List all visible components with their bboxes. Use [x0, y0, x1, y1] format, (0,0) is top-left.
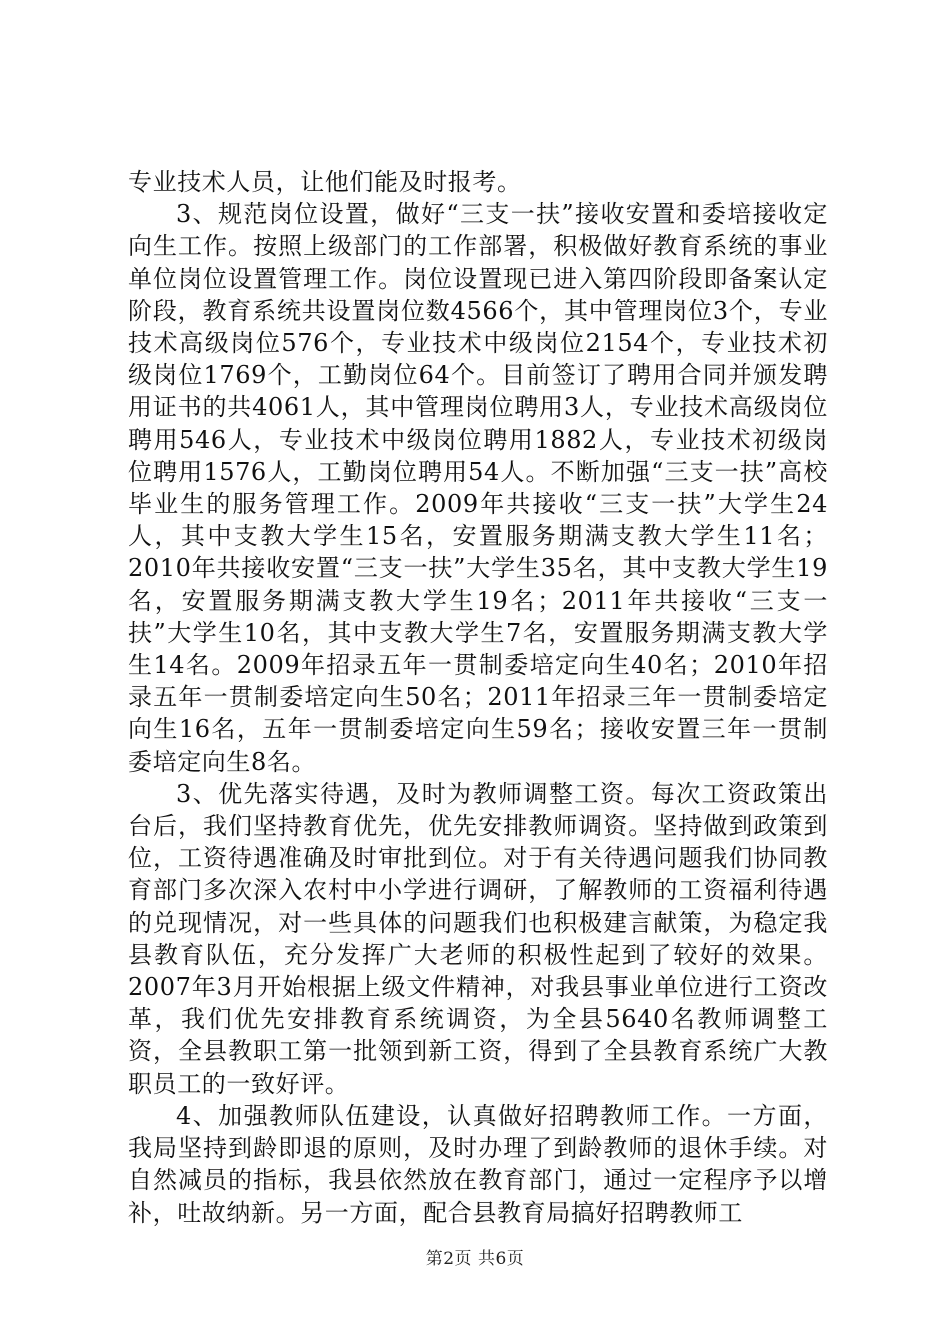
document-body [128, 166, 828, 1229]
paragraph-continuation: 专业技术人员，让他们能及时报考。 [128, 168, 522, 196]
paragraph-section-3-positions: 3、规范岗位设置，做好“三支一扶”接收安置和委培接收定向生工作。按照上级部门的工作部署，积极做好教育系统的事业单位岗位设置管理工作。岗位设置现已进入第四阶段即备案认定阶段，教育系统共设置岗位数4566个，其中管理岗位3个，专业技术高级岗位576个，专业技术中级岗位2154个，专业技术初级岗位1769个，工勤岗位64个。目前签订了聘用合同并颁发聘用证书的共4061人，其中管理岗位聘用3人，专业技术高级岗位聘用546人，专业技术中级岗位聘用1882人，专业技术初级岗位聘用1576人，工勤岗位聘用54人。不断加强“三支一扶”高校毕业生的服务管理工作。2009年共接收“三支一扶”大学生24人，其中支教大学生15名，安置服务期满支教大学生11名；2010年共接收安置“三支一扶”大学生35名，其中支教大学生19名，安置服务期满支教大学生19名；2011年共接收“三支一扶”大学生10名，其中支教大学生7名，安置服务期满支教大学生14名。2009年招录五年一贯制委培定向生40名；2010年招录五年一贯制委培定向生50名；2011年招录三年一贯制委培定向生16名，五年一贯制委培定向生59名；接收安置三年一贯制委培定向生8名。 [128, 200, 828, 776]
page-number-footer: 第2页 共6页 [425, 1249, 525, 1269]
paragraph-section-4-teachers: 4、加强教师队伍建设，认真做好招聘教师工作。一方面，我局坚持到龄即退的原则，及时办理了到龄教师的退休手续。对自然减员的指标，我县依然放在教育部门，通过一定程序予以增补，吐故纳新。另一方面，配合县教育局搞好招聘教师工 [128, 1101, 828, 1227]
paragraph-section-3-salary: 3、优先落实待遇，及时为教师调整工资。每次工资政策出台后，我们坚持教育优先，优先安排教师调资。坚持做到政策到位，工资待遇准确及时审批到位。对于有关待遇问题我们协同教育部门多次深入农村中小学进行调研，了解教师的工资福利待遇的兑现情况，对一些具体的问题我们也积极建言献策，为稳定我县教育队伍，充分发挥广大老师的积极性起到了较好的效果。2007年3月开始根据上级文件精神，对我县事业单位进行工资改革，我们优先安排教育系统调资，为全县5640名教师调整工资，全县教职工第一批领到新工资，得到了全县教育系统广大教职员工的一致好评。 [128, 779, 828, 1098]
